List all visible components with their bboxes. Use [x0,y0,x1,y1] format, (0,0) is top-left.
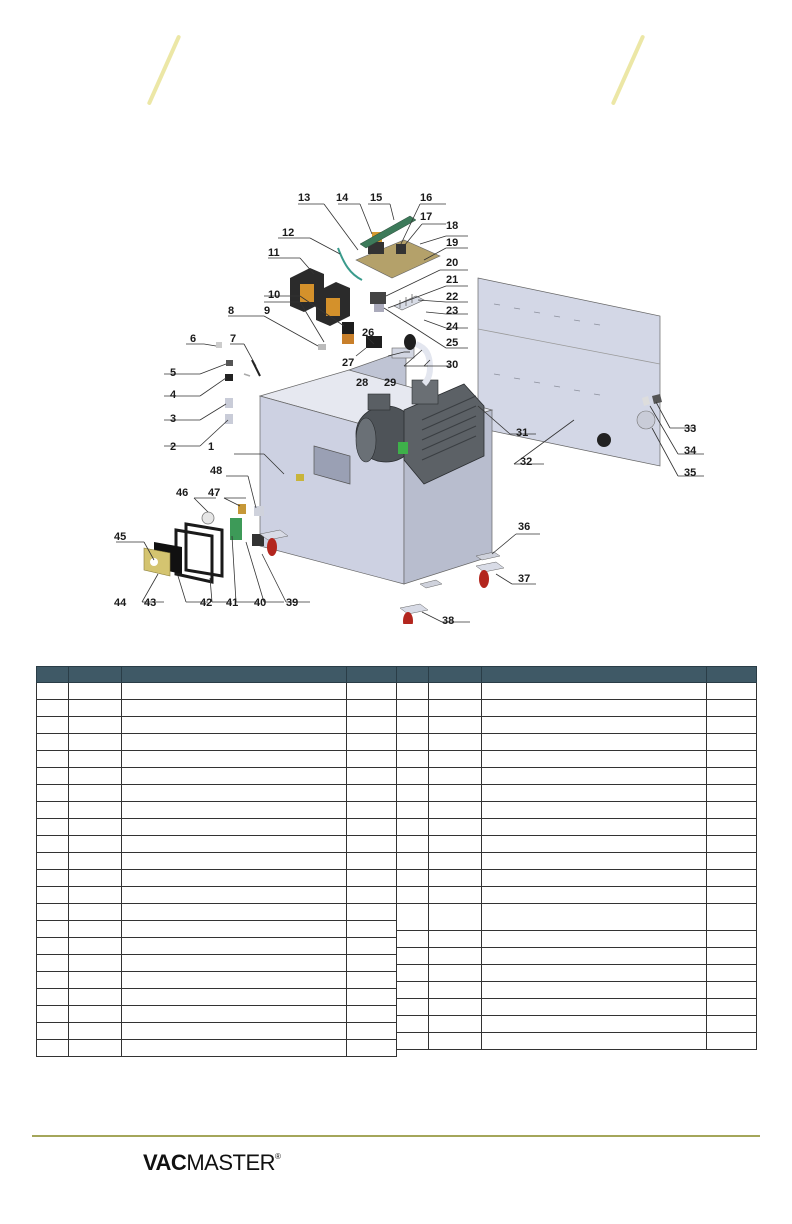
table-row [397,717,757,734]
table-cell [122,904,347,921]
table-cell [397,802,429,819]
black-fitting [404,334,416,350]
table-cell [482,931,707,948]
caster [476,562,504,588]
table-row [397,700,757,717]
table-cell [482,982,707,999]
table-row [37,700,397,717]
table-cell [37,989,69,1006]
table-cell [69,700,122,717]
table-cell [707,836,757,853]
table-cell [347,938,397,955]
table-cell [69,683,122,700]
table-cell [482,965,707,982]
table-cell [429,965,482,982]
callout-27: 27 [342,357,355,369]
table-cell [707,768,757,785]
table-cell [347,751,397,768]
table-row [37,819,397,836]
table-header-row [397,667,757,683]
parts-table-right [396,666,757,1050]
table-row [37,717,397,734]
table-cell [397,931,429,948]
table-cell [347,853,397,870]
table-cell [69,836,122,853]
callout-8: 8 [228,305,235,317]
table-row [37,870,397,887]
table-row [37,955,397,972]
table-cell [347,887,397,904]
table-cell [69,734,122,751]
table-cell [347,1023,397,1040]
table-cell [707,887,757,904]
callout-5: 5 [170,367,177,379]
table-cell [429,768,482,785]
table-cell [69,972,122,989]
table-cell [347,717,397,734]
table-cell [69,853,122,870]
table-cell [122,836,347,853]
table-cell [397,819,429,836]
table-cell [429,1033,482,1050]
table-row [397,802,757,819]
table-cell [397,785,429,802]
table-cell [397,1016,429,1033]
table-cell [429,700,482,717]
table-cell [482,819,707,836]
table-cell [69,785,122,802]
table-row [397,948,757,965]
table-cell [37,972,69,989]
callout-28: 28 [356,377,369,389]
table-cell [37,734,69,751]
table-cell [397,870,429,887]
table-cell [37,751,69,768]
table-cell [122,1023,347,1040]
table-cell [37,700,69,717]
table-cell [347,972,397,989]
callout-22: 22 [446,291,459,303]
table-cell [347,1006,397,1023]
table-cell [707,734,757,751]
table-cell [482,802,707,819]
table-cell [482,683,707,700]
table-row [397,870,757,887]
callout-39: 39 [286,597,299,609]
table-cell [707,802,757,819]
table-cell [482,904,707,931]
table-cell [122,819,347,836]
callout-15: 15 [370,192,383,204]
table-cell [707,982,757,999]
table-cell [37,1006,69,1023]
table-cell [122,1040,347,1057]
table-cell [429,802,482,819]
callout-11: 11 [268,247,280,259]
table-cell [397,982,429,999]
table-cell [397,836,429,853]
table-row [397,853,757,870]
table-cell [482,853,707,870]
table-row [397,819,757,836]
table-cell [122,683,347,700]
table-cell [69,768,122,785]
table-row [37,1023,397,1040]
table-cell [69,887,122,904]
table-cell [37,853,69,870]
callout-10: 10 [268,289,281,301]
table-cell [482,999,707,1016]
callout-41: 41 [226,597,239,609]
table-row [37,768,397,785]
table-cell [347,955,397,972]
table-cell [397,700,429,717]
table-row [37,751,397,768]
table-cell [69,1006,122,1023]
table-cell [122,955,347,972]
table-cell [37,904,69,921]
table-cell [122,717,347,734]
table-row [397,1033,757,1050]
decorative-slash-right [611,34,646,105]
table-cell [707,683,757,700]
table-row [37,683,397,700]
table-cell [429,948,482,965]
table-cell [707,717,757,734]
table-cell [707,931,757,948]
callout-14: 14 [336,192,349,204]
decorative-slash-left [147,34,182,105]
table-cell [347,734,397,751]
table-cell [482,785,707,802]
callout-31: 31 [516,427,529,439]
table-row [397,999,757,1016]
callout-4: 4 [170,389,177,401]
callout-16: 16 [420,192,433,204]
table-cell [69,802,122,819]
table-cell [347,785,397,802]
table-cell [122,972,347,989]
table-cell [69,921,122,938]
table-cell [482,768,707,785]
table-cell [429,904,482,931]
table-cell [429,751,482,768]
callout-45: 45 [114,531,127,543]
caster [400,604,428,624]
table-row [397,768,757,785]
table-row [37,887,397,904]
cable [338,248,362,280]
table-cell [37,819,69,836]
callout-26: 26 [362,327,375,339]
table-cell [397,904,429,931]
table-row [37,904,397,921]
table-cell [122,802,347,819]
table-cell [122,785,347,802]
table-cell [429,819,482,836]
table-cell [429,931,482,948]
callout-34: 34 [684,445,697,457]
table-row [397,1016,757,1033]
table-cell [429,836,482,853]
table-cell [429,982,482,999]
table-cell [122,853,347,870]
callout-25: 25 [446,337,459,349]
table-cell [397,948,429,965]
table-cell [37,785,69,802]
callout-3: 3 [170,413,177,425]
parts-table-left [36,666,397,1057]
vacmaster-logo: VACMASTER® [143,1150,281,1175]
table-cell [69,751,122,768]
table-row [37,1006,397,1023]
table-cell [482,700,707,717]
table-cell [69,1040,122,1057]
table-cell [347,683,397,700]
table-cell [347,700,397,717]
table-cell [397,999,429,1016]
table-cell [347,870,397,887]
table-cell [347,768,397,785]
panel-hole [597,433,611,447]
callout-13: 13 [298,192,311,204]
callout-44: 44 [114,597,127,609]
table-cell [707,785,757,802]
table-cell [69,938,122,955]
table-cell [707,965,757,982]
table-cell [707,870,757,887]
table-cell [429,887,482,904]
table-cell [707,1033,757,1050]
table-row [397,751,757,768]
table-cell [122,768,347,785]
table-row [37,989,397,1006]
table-cell [122,938,347,955]
table-cell [37,887,69,904]
table-cell [397,717,429,734]
table-cell [37,870,69,887]
callout-38: 38 [442,615,455,624]
table-cell [37,717,69,734]
callout-35: 35 [684,467,697,479]
callout-21: 21 [446,274,459,286]
callout-7: 7 [230,333,237,345]
table-cell [397,853,429,870]
table-cell [347,836,397,853]
table-cell [482,948,707,965]
table-row [37,836,397,853]
table-cell [707,819,757,836]
callout-2: 2 [170,441,177,453]
table-cell [69,989,122,1006]
callout-40: 40 [254,597,267,609]
table-cell [397,965,429,982]
table-row [397,836,757,853]
table-row [397,734,757,751]
table-cell [429,717,482,734]
table-cell [397,887,429,904]
table-cell [37,1023,69,1040]
table-cell [397,1033,429,1050]
table-cell [69,870,122,887]
callout-18: 18 [446,220,459,232]
hose [416,344,430,384]
table-cell [122,921,347,938]
callout-42: 42 [200,597,213,609]
table-cell [347,802,397,819]
table-cell [397,734,429,751]
table-cell [37,955,69,972]
table-row [37,921,397,938]
table-cell [482,751,707,768]
table-row [397,904,757,931]
table-cell [122,700,347,717]
table-cell [482,1033,707,1050]
callout-48: 48 [210,465,223,477]
table-cell [707,904,757,931]
table-cell [429,683,482,700]
table-row [397,982,757,999]
table-cell [347,819,397,836]
table-row [37,785,397,802]
table-cell [347,921,397,938]
table-cell [122,870,347,887]
transformers [290,268,350,326]
table-cell [37,836,69,853]
callout-12: 12 [282,227,295,239]
table-cell [482,870,707,887]
table-row [37,734,397,751]
callout-29: 29 [384,377,397,389]
table-cell [122,1006,347,1023]
exploded-parts-diagram [104,184,704,624]
table-cell [37,921,69,938]
table-cell [482,1016,707,1033]
callout-9: 9 [264,305,271,317]
table-row [397,683,757,700]
table-cell [347,1040,397,1057]
table-row [397,887,757,904]
table-cell [122,989,347,1006]
table-cell [482,734,707,751]
table-cell [37,802,69,819]
table-cell [429,785,482,802]
table-cell [347,989,397,1006]
back-panel [478,278,660,466]
callout-17: 17 [420,211,433,223]
callout-6: 6 [190,333,197,345]
terminal-block [394,296,424,310]
callout-46: 46 [176,487,189,499]
table-cell [69,904,122,921]
callout-23: 23 [446,305,459,317]
table-cell [69,1023,122,1040]
table-cell [122,887,347,904]
table-cell [37,938,69,955]
table-cell [707,853,757,870]
table-cell [37,768,69,785]
table-cell [429,853,482,870]
table-cell [482,887,707,904]
table-cell [482,836,707,853]
callout-43: 43 [144,597,157,609]
callout-37: 37 [518,573,531,585]
table-row [37,1040,397,1057]
table-cell [707,751,757,768]
table-cell [397,768,429,785]
table-cell [707,999,757,1016]
table-cell [122,751,347,768]
callout-47: 47 [208,487,221,499]
table-cell [429,734,482,751]
table-cell [707,1016,757,1033]
cabinet-label [296,474,304,481]
table-cell [429,1016,482,1033]
table-cell [69,717,122,734]
table-cell [397,751,429,768]
callout-36: 36 [518,521,531,533]
table-cell [397,683,429,700]
table-cell [429,870,482,887]
callout-19: 19 [446,237,459,249]
table-cell [482,717,707,734]
table-cell [122,734,347,751]
callout-33: 33 [684,423,697,435]
table-cell [69,819,122,836]
callout-24: 24 [446,321,459,333]
table-row [37,802,397,819]
connector-block [370,292,386,304]
callout-30: 30 [446,359,459,371]
table-row [37,972,397,989]
table-cell [69,955,122,972]
table-row [397,785,757,802]
table-row [37,938,397,955]
table-row [397,965,757,982]
table-cell [707,948,757,965]
callout-32: 32 [520,456,533,468]
table-header-row [37,667,397,683]
table-cell [429,999,482,1016]
callout-20: 20 [446,257,459,269]
footer-rule [32,1135,760,1137]
table-cell [347,904,397,921]
table-row [37,853,397,870]
table-cell [707,700,757,717]
table-row [397,931,757,948]
callout-1: 1 [208,441,215,453]
table-cell [37,1040,69,1057]
table-cell [37,683,69,700]
